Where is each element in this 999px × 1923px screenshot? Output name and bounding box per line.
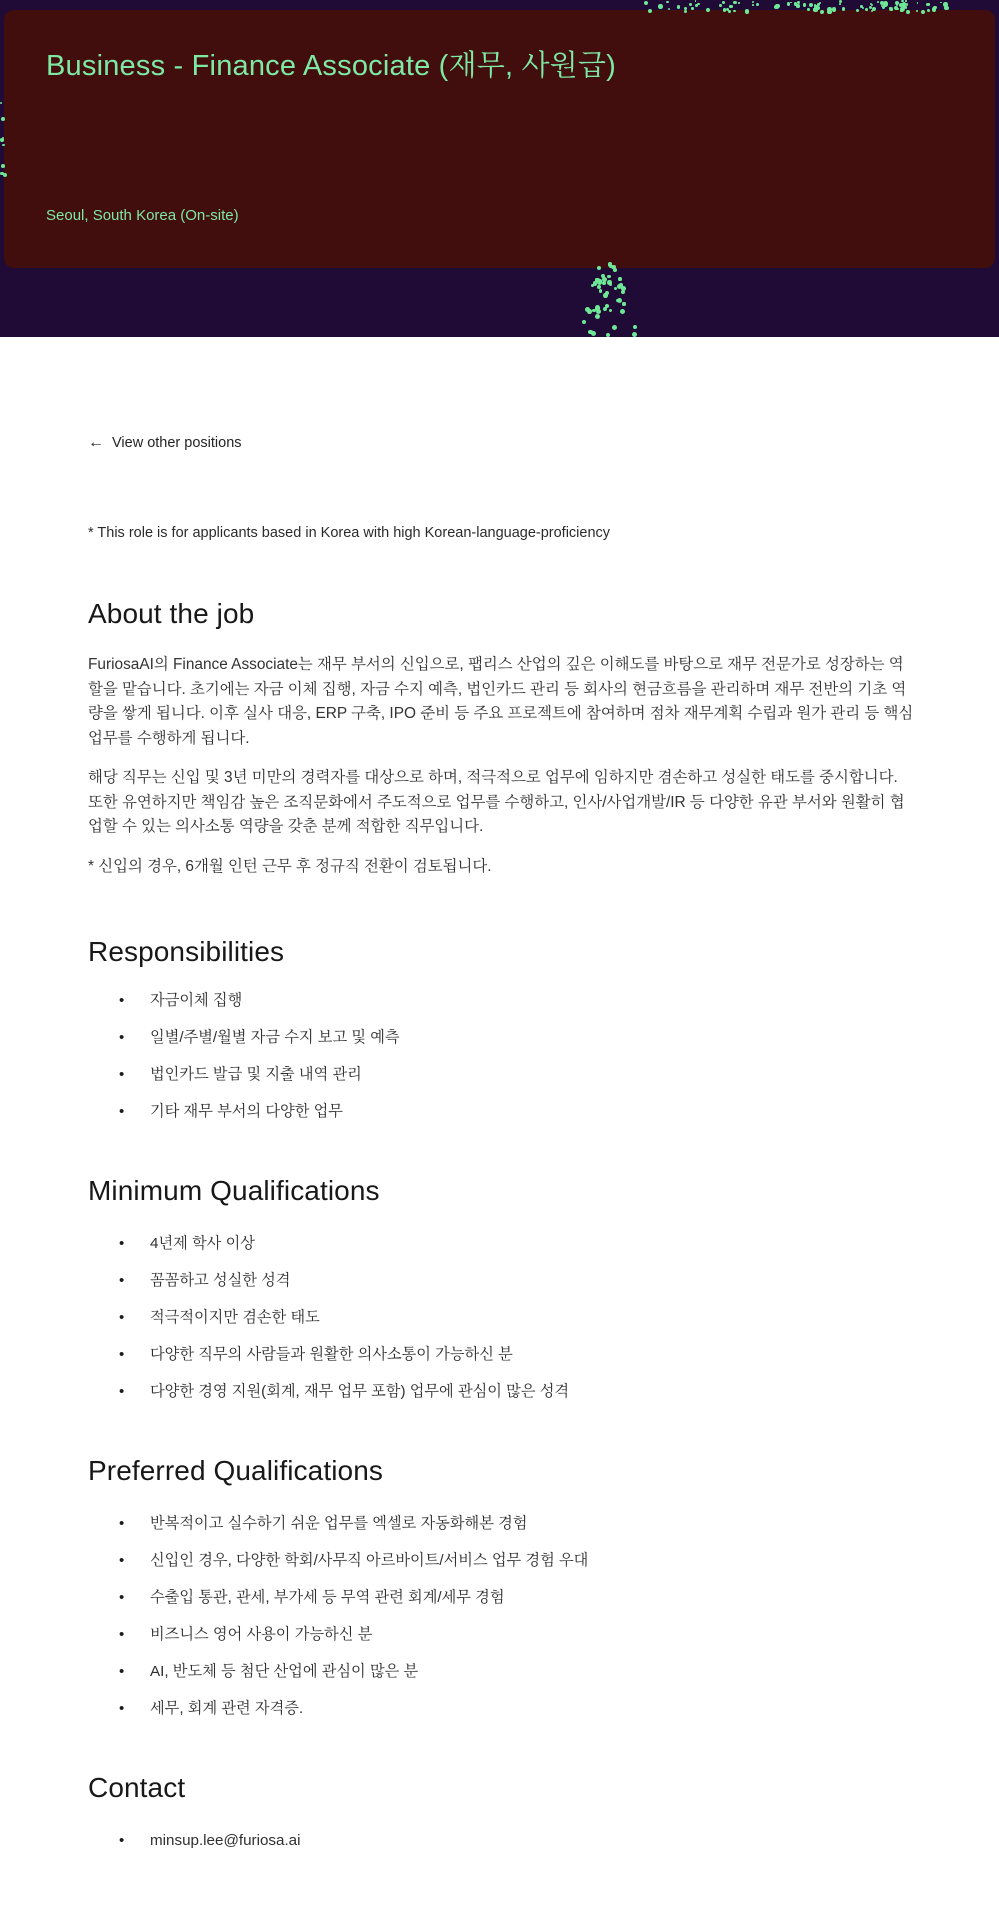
- list-item: • 적극적이지만 겸손한 태도: [88, 1299, 916, 1336]
- list-item: • 꼼꼼하고 성실한 성격: [88, 1262, 916, 1299]
- section-about-the-job: [88, 597, 916, 879]
- preferred-qualifications-list: [88, 1505, 916, 1727]
- list-item: • 일별/주별/월별 자금 수지 보고 및 예측: [88, 1019, 916, 1056]
- list-item: • 법인카드 발급 및 지출 내역 관리: [88, 1056, 916, 1093]
- section-heading: Responsibilities: [88, 936, 285, 967]
- about-paragraph: FuriosaAI의 Finance Associate는 재무 부서의 신입으로, 팹리스 산업의 깊은 이해도를 바탕으로 재무 전문가로 성장하는 역할을 맡습니다. 초기에는 자금 이체 집행, 자금 수지 예측, 법인카드 관리 등 회사의 현금흐름을 관리하며 재무 전반의 기초 역량을 쌓게 됩니다. 이후 실사 대응, ERP 구축, IPO 준비 등 주요 프로젝트에 참여하며 점차 재무계획 수립과 원가 관리 등 핵심 업무를 수행하게 됩니다.: [88, 656, 914, 747]
- list-item: • 반복적이고 실수하기 쉬운 업무를 엑셀로 자동화해본 경험: [88, 1505, 916, 1542]
- korea-applicants-note: * This role is for applicants based in Korea with high Korean-language-proficiency: [88, 525, 611, 541]
- hero-banner: [0, 0, 999, 337]
- section-heading: Preferred Qualifications: [88, 1455, 383, 1486]
- contact-list: [88, 1822, 916, 1859]
- section-responsibilities: [88, 935, 916, 1130]
- section-preferred-qualifications: [88, 1454, 916, 1727]
- back-link-label: View other positions: [112, 435, 242, 451]
- contact-email: • minsup.lee@furiosa.ai: [88, 1822, 916, 1859]
- job-posting-body: [0, 337, 916, 1859]
- list-item: • 기타 재무 부서의 다양한 업무: [88, 1093, 916, 1130]
- section-heading: Minimum Qualifications: [88, 1175, 380, 1206]
- list-item: • 신입인 경우, 다양한 학회/사무직 아르바이트/서비스 업무 경험 우대: [88, 1542, 916, 1579]
- view-other-positions-link[interactable]: [88, 433, 242, 453]
- section-minimum-qualifications: [88, 1174, 916, 1410]
- section-heading: Contact: [88, 1772, 186, 1803]
- job-title: Business - Finance Associate (재무, 사원급): [46, 50, 616, 82]
- list-item: • 다양한 직무의 사람들과 원활한 의사소통이 가능하신 분: [88, 1336, 916, 1373]
- job-header-card: [4, 10, 995, 268]
- list-item: • 4년제 학사 이상: [88, 1225, 916, 1262]
- left-arrow-icon: ←: [88, 434, 104, 451]
- job-location: Seoul, South Korea (On-site): [46, 207, 239, 224]
- responsibilities-list: [88, 982, 916, 1130]
- list-item: • AI, 반도체 등 첨단 산업에 관심이 많은 분: [88, 1653, 916, 1690]
- minimum-qualifications-list: [88, 1225, 916, 1410]
- section-contact: [88, 1771, 916, 1859]
- list-item: • 수출입 통관, 관세, 부가세 등 무역 관련 회계/세무 경험: [88, 1579, 916, 1616]
- list-item: • 다양한 경영 지원(회계, 재무 업무 포함) 업무에 관심이 많은 성격: [88, 1373, 916, 1410]
- about-paragraph: 해당 직무는 신입 및 3년 미만의 경력자를 대상으로 하며, 적극적으로 업무에 임하지만 겸손하고 성실한 태도를 중시합니다. 또한 유연하지만 책임감 높은 조직문화에서 주도적으로 업무를 수행하고, 인사/사업개발/IR 등 다양한 유관 부서와 원활히 협업할 수 있는 의사소통 역량을 갖춘 분께 적합한 직무입니다.: [88, 769, 905, 835]
- about-paragraph: * 신입의 경우, 6개월 인턴 근무 후 정규직 전환이 검토됩니다.: [88, 857, 492, 875]
- list-item: • 세무, 회계 관련 자격증.: [88, 1690, 916, 1727]
- list-item: • 비즈니스 영어 사용이 가능하신 분: [88, 1616, 916, 1653]
- section-heading: About the job: [88, 598, 255, 629]
- list-item: • 자금이체 집행: [88, 982, 916, 1019]
